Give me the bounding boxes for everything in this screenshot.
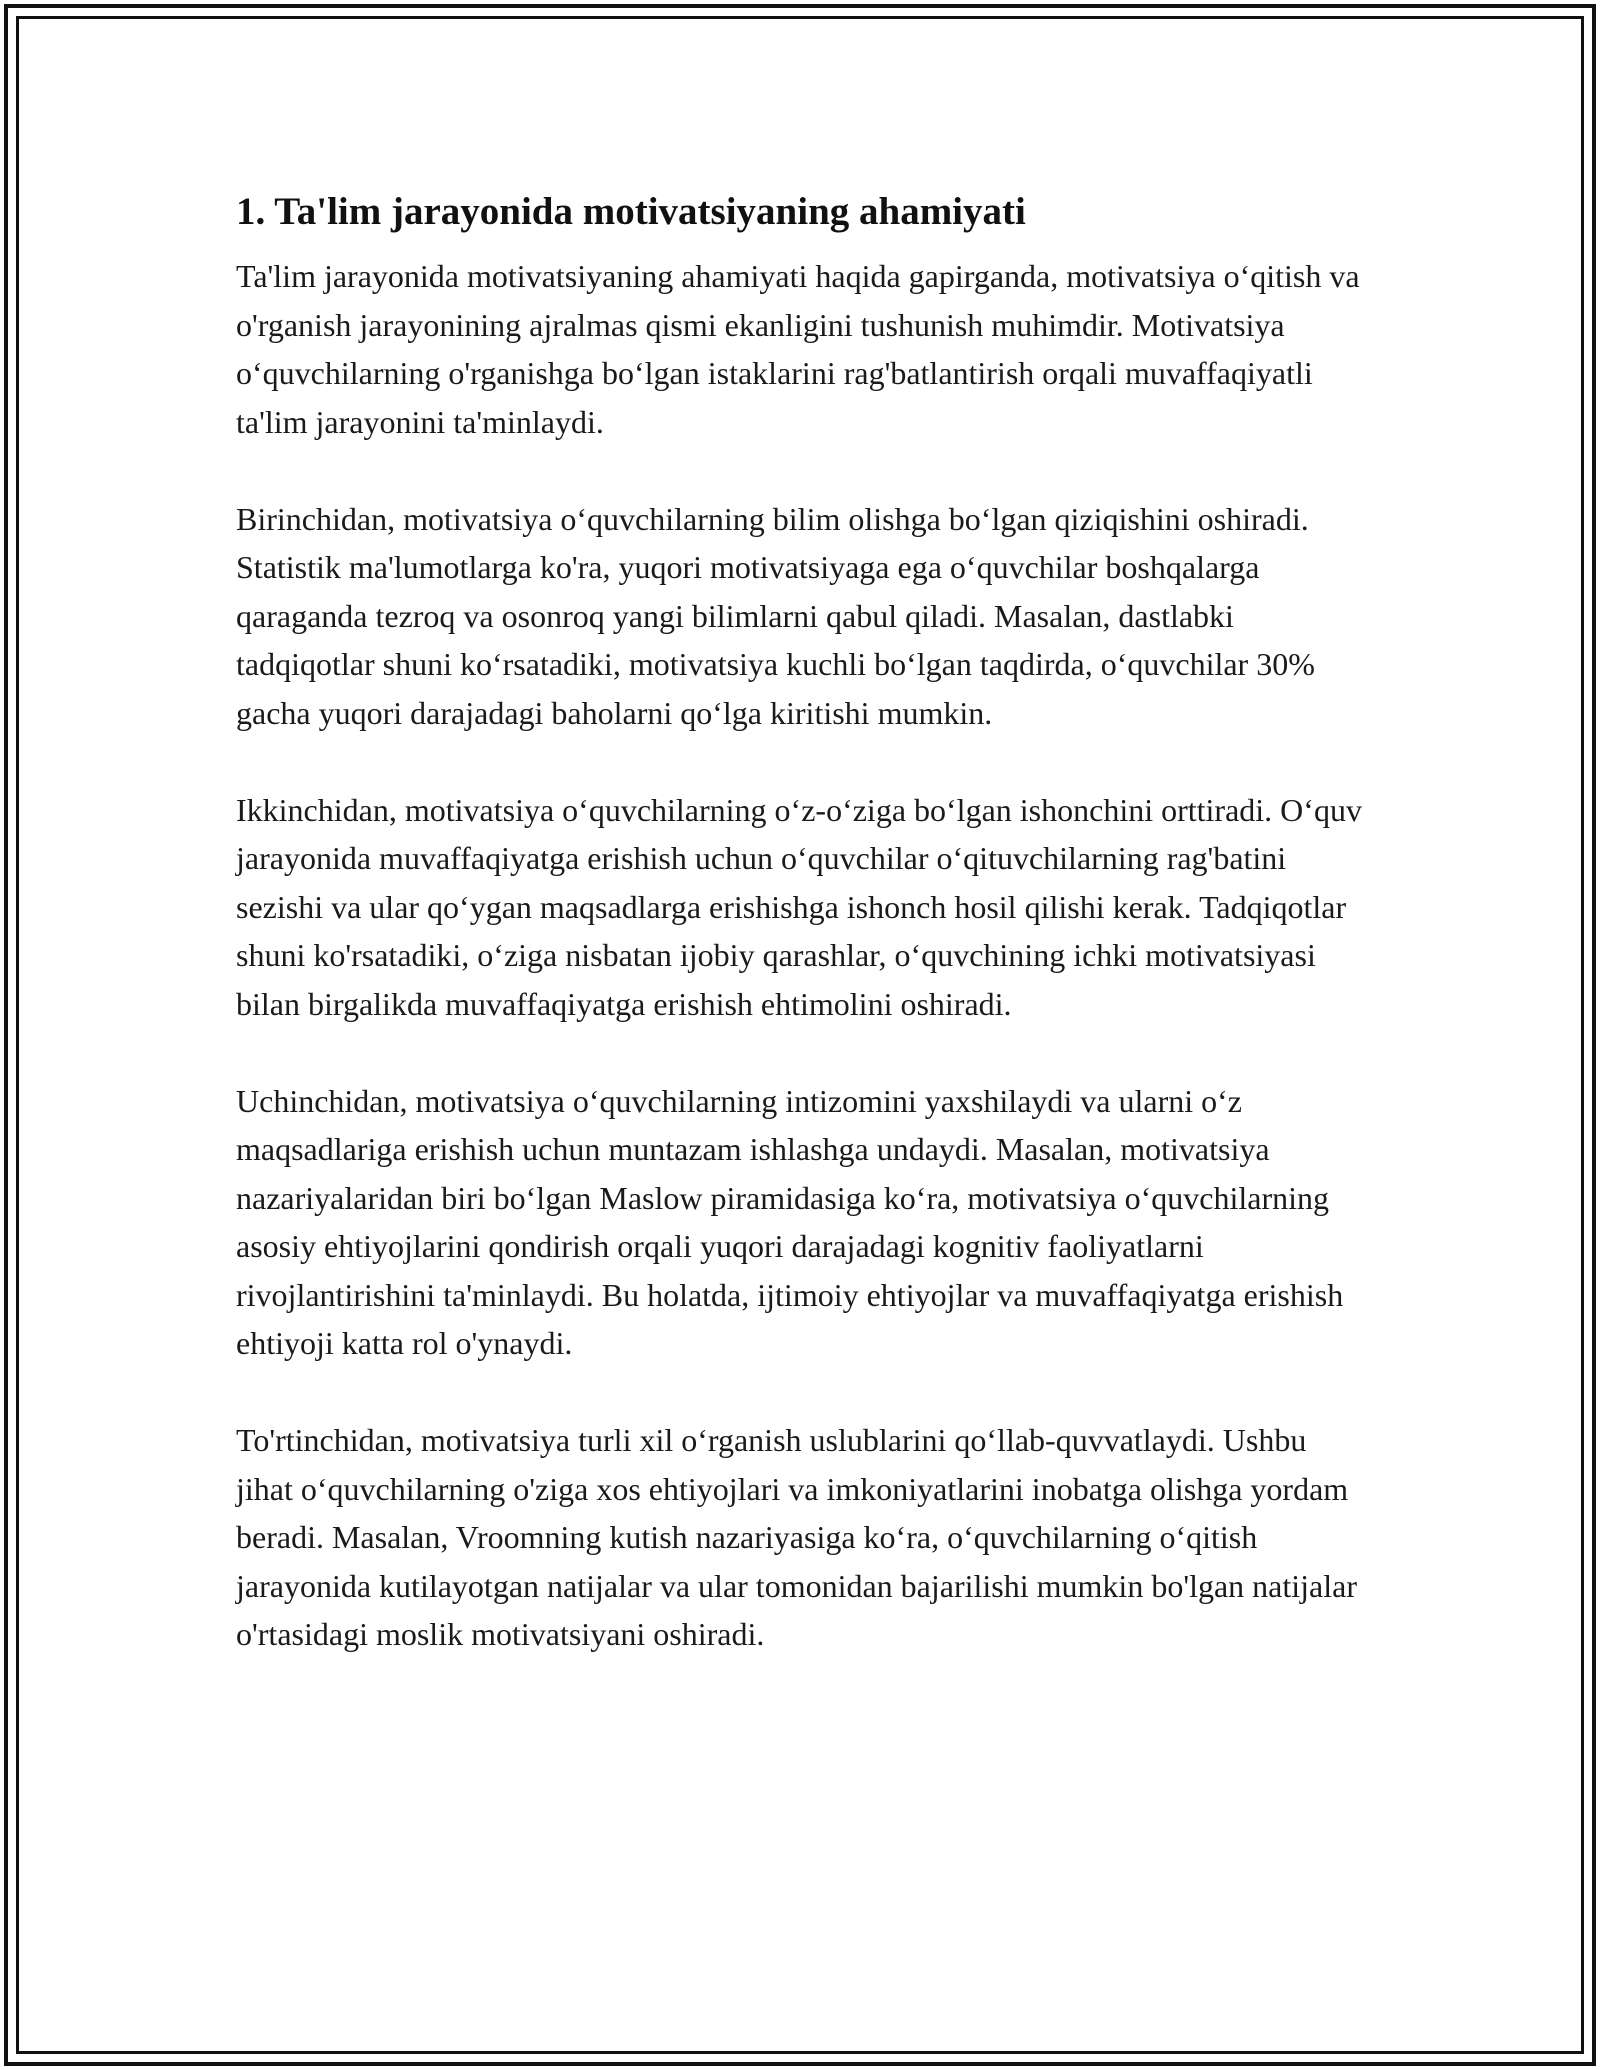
section-heading: 1. Ta'lim jarayonida motivatsiyaning ahamiyati [236,190,1026,233]
paragraph-first: Birinchidan, motivatsiya o‘quvchilarning bilim olishga bo‘lgan qiziqishini oshiradi. Statistik ma'lumotlarga ko'ra, yuqori motivatsiyaga ega o‘quvchilar boshqalarga qaraganda tezroq va osonroq yangi bilimlarni qabul qiladi. Masalan, dastlabki tadqiqotlar shuni ko‘rsatadiki, motivatsiya kuchli bo‘lgan taqdirda, o‘quvchilar 30% gacha yuqori darajadagi baholarni qo‘lga kiritishi mumkin. [236,500,1315,731]
paragraph-fourth: To'rtinchidan, motivatsiya turli xil o‘rganish uslublarini qo‘llab-quvvatlaydi. Ushbu jihat o‘quvchilarning o'ziga xos ehtiyojlari va imkoniyatlarini inobatga olishga yordam beradi. Masalan, Vroomning kutish nazariyasiga ko‘ra, o‘quvchilarning o‘qitish jarayonida kutilayotgan natijalar va ular tomonidan bajarilishi mumkin bo'lgan natijalar o'rtasidagi moslik motivatsiyani oshiradi. [236,1422,1357,1652]
document-body [236,186,1364,1707]
paragraph-third: Uchinchidan, motivatsiya o‘quvchilarning intizomini yaxshilaydi va ularni o‘z maqsadlariga erishish uchun muntazam ishlashga undaydi. Masalan, motivatsiya nazariyalaridan biri bo‘lgan Maslow piramidasiga ko‘ra, motivatsiya o‘quvchilarning asosiy ehtiyojlarini qondirish orqali yuqori darajadagi kognitiv faoliyatlarni rivojlantirishini ta'minlaydi. Bu holatda, ijtimoiy ehtiyojlar va muvaffaqiyatga erishish ehtiyoji katta rol o'ynaydi. [236,1082,1344,1361]
paragraph-intro: Ta'lim jarayonida motivatsiyaning ahamiyati haqida gapirganda, motivatsiya o‘qitish va o'rganish jarayonining ajralmas qismi ekanligini tushunish muhimdir. Motivatsiya o‘quvchilarning o'rganishga bo‘lgan istaklarini rag'batlantirish orqali muvaffaqiyatli ta'lim jarayonini ta'minlaydi. [236,258,1360,440]
paragraph-second: Ikkinchidan, motivatsiya o‘quvchilarning o‘z-o‘ziga bo‘lgan ishonchini orttiradi. O‘quv jarayonida muvaffaqiyatga erishish uchun o‘quvchilar o‘qituvchilarning rag'batini sezishi va ular qo‘ygan maqsadlarga erishishga ishonch hosil qilishi kerak. Tadqiqotlar shuni ko'rsatadiki, o‘ziga nisbatan ijobiy qarashlar, o‘quvchining ichki motivatsiyasi bilan birgalikda muvaffaqiyatga erishish ehtimolini oshiradi. [236,791,1362,1022]
